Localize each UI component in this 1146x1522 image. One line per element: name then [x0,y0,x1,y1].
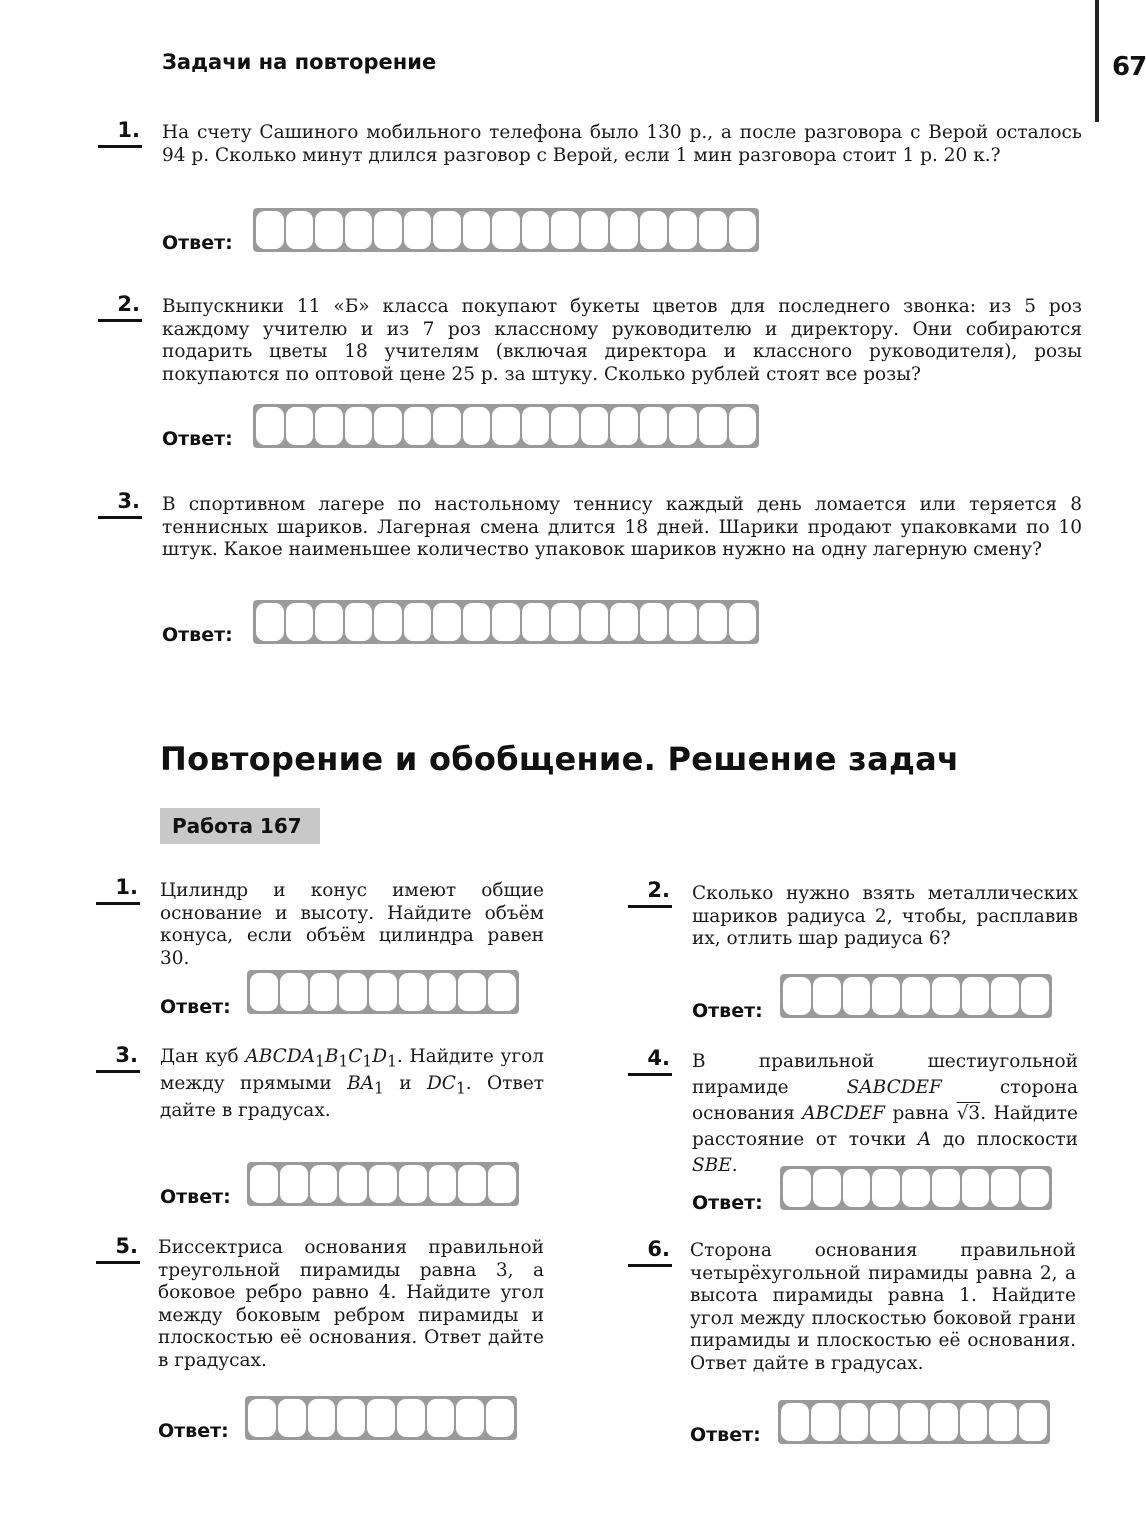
review-task-1-answer-boxes[interactable] [253,208,759,252]
chapter-task-1-answer-boxes[interactable] [247,970,519,1014]
chapter-task-1-number: 1. [96,875,138,899]
chapter-task-2-text: Сколько нужно взять металлических шариков радиуса 2, чтобы, расплавив их, отлить шар радиуса 6? [692,883,1078,949]
chapter-task-5-answer-boxes[interactable] [245,1396,517,1440]
review-task-3-number: 3. [98,489,140,513]
chapter-task-6-text: Сторона основания правильной четырёхугольной пирамиды равна 2, а высота пирамиды равна 1. Найдите угол между плоскостью боковой грани пирамиды и плоскостью её основания. Ответ дайте в градусах. [690,1240,1076,1374]
page-number: 67 [1112,52,1146,82]
review-task-1-answer-label: Ответ: [162,232,233,254]
chapter-task-1-answer-label: Ответ: [160,996,231,1018]
chapter-task-5-answer-label: Ответ: [158,1420,229,1442]
review-task-3-text: В спортивном лагере по настольному теннису каждый день ломается или теряется 8 теннисных шариков. Лагерная смена длится 18 дней. Шарики продают упаковками по 10 штук. Какое наименьшее количество упаковок шариков нужно на одну лагерную смену? [162,494,1082,560]
review-task-3-answer-label: Ответ: [162,624,233,646]
chapter-task-6-answer-label: Ответ: [690,1424,761,1446]
review-task-3-answer-boxes[interactable] [253,600,759,644]
chapter-task-4-text: В правильной шестиугольной пирамиде SABCDEF сторона основания ABCDEF равна √3. Найдите расстояние от точки A до плоскости SBE. [692,1051,1078,1176]
page-edge-bar [1095,0,1099,122]
chapter-task-4-answer-label: Ответ: [692,1192,763,1214]
chapter-task-2-number: 2. [628,878,670,902]
chapter-task-4-answer-boxes[interactable] [780,1166,1052,1210]
chapter-task-3-answer-label: Ответ: [160,1186,231,1208]
work-label: Работа 167 [160,808,320,844]
chapter-task-2-answer-boxes[interactable] [780,974,1052,1018]
chapter-task-5-number: 5. [96,1234,138,1258]
chapter-task-3-number: 3. [96,1043,138,1067]
review-task-2-answer-label: Ответ: [162,428,233,450]
chapter-task-6-answer-boxes[interactable] [778,1400,1050,1444]
chapter-title: Повторение и обобщение. Решение задач [160,740,960,778]
chapter-task-5-text: Биссектриса основания правильной треугольной пирамиды равна 3, а боковое ребро равно 4. Найдите угол между боковым ребром пирамиды и плоскостью её основания. Ответ дайте в градусах. [158,1237,544,1371]
review-task-2-answer-boxes[interactable] [253,404,759,448]
review-task-1-number: 1. [98,118,140,142]
review-heading: Задачи на повторение [162,50,437,74]
chapter-task-1-text: Цилиндр и конус имеют общие основание и высоту. Найдите объём конуса, если объём цилиндра равен 30. [160,880,544,969]
review-task-2-text: Выпускники 11 «Б» класса покупают букеты цветов для последнего звонка: из 5 роз каждому учителю и из 7 роз классному руководителю и директору. Они собираются подарить цветы 18 учителям (включая директора и классного руководителя), розы покупаются по оптовой цене 25 р. за штуку. Сколько рублей стоят все розы? [162,296,1082,385]
chapter-task-4-number: 4. [628,1046,670,1070]
review-task-2-number: 2. [98,292,140,316]
chapter-task-3-text: Дан куб $ABCDA_1B_1C_1D_1$. Найдите угол между прямыми $BA_1$ и $DC_1$. Ответ дайте в градусах. [160,1046,545,1122]
chapter-task-3-answer-boxes[interactable] [247,1162,519,1206]
chapter-task-6-number: 6. [628,1237,670,1261]
review-task-1-text: На счету Сашиного мобильного телефона было 130 р., а после разговора с Верой осталось 94 р. Сколько минут длился разговор с Верой, если 1 мин разговора стоит 1 р. 20 к.? [162,122,1082,166]
chapter-task-2-answer-label: Ответ: [692,1000,763,1022]
